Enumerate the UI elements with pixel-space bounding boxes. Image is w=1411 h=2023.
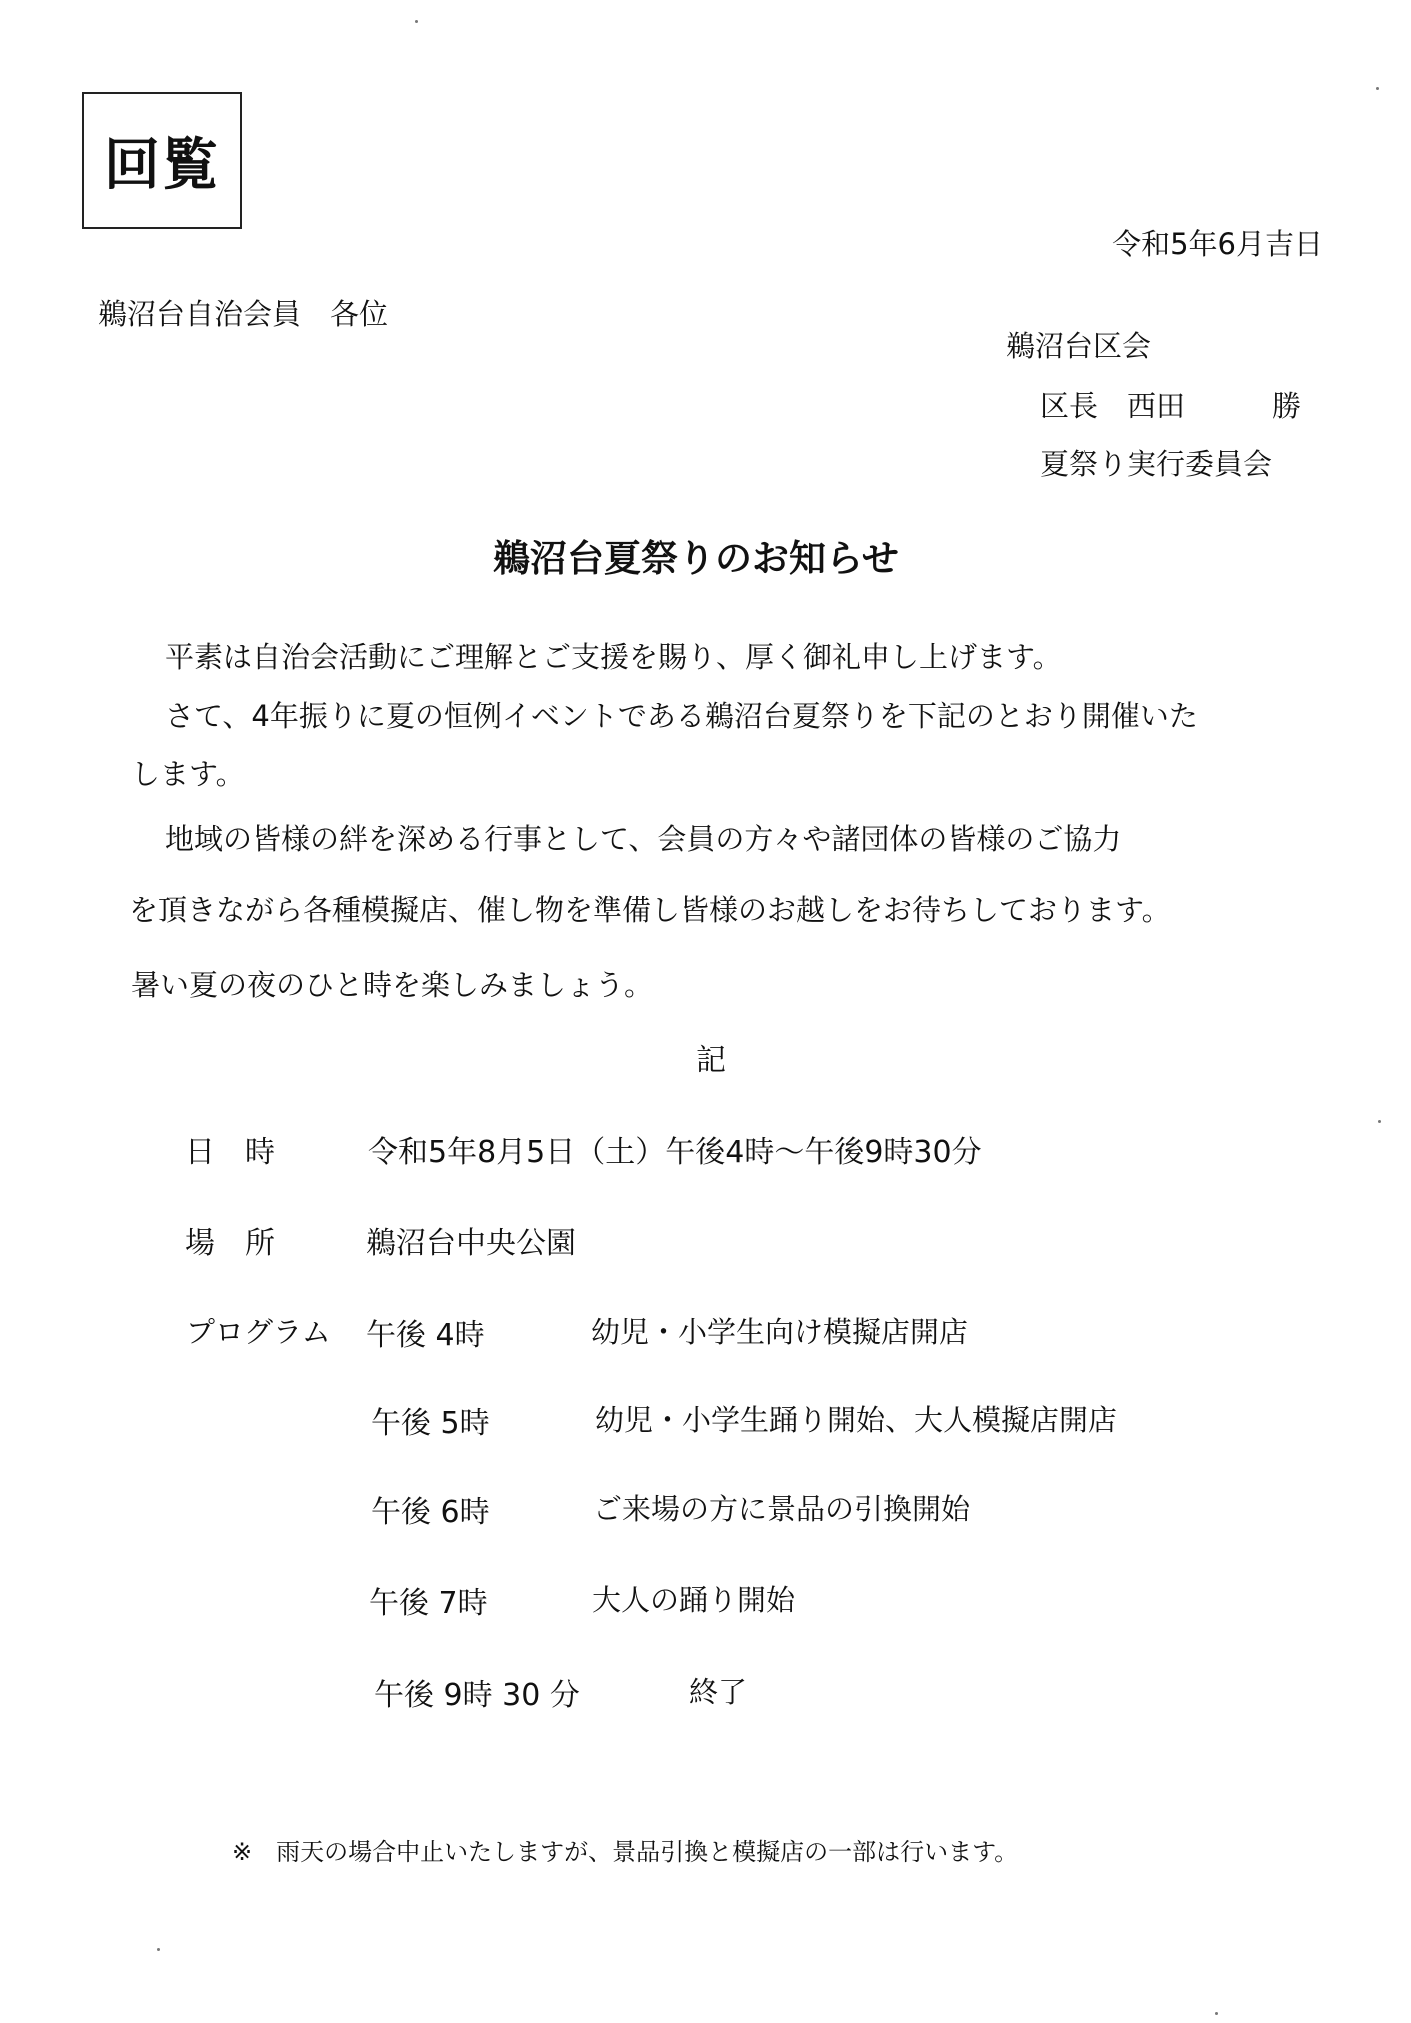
kairan-stamp [82,92,242,229]
rain-note: ※ 雨天の場合中止いたしますが、景品引換と模擬店の一部は行います。 [232,1838,1019,1866]
body-line-2: さて、4年振りに夏の恒例イベントである鵜沼台夏祭りを下記のとおり開催いた [165,699,1198,733]
program-time: 午後 5時 [371,1406,490,1441]
scan-speck [415,20,418,23]
sender-committee: 夏祭り実行委員会 [1040,447,1273,481]
program-label: プログラム [186,1315,331,1349]
scan-speck [157,1948,160,1951]
notice-title: 鵜沼台夏祭りのお知らせ [493,537,899,580]
sender-org: 鵜沼台区会 [1006,329,1152,363]
recipient: 鵜沼台自治会員 各位 [98,297,389,331]
program-time: 午後 6時 [371,1495,490,1530]
place-value: 鵜沼台中央公園 [366,1226,576,1261]
program-event: ご来場の方に景品の引換開始 [593,1492,971,1526]
body-line-1: 平素は自治会活動にご理解とご支援を賜り、厚く御礼申し上げます。 [165,640,1062,674]
body-line-6: 暑い夏の夜のひと時を楽しみましょう。 [131,968,654,1002]
datetime-value: 令和5年8月5日（土）午後4時～午後9時30分 [368,1135,982,1170]
scan-speck [1376,87,1379,90]
ki-heading: 記 [696,1043,726,1078]
scan-speck [1378,1120,1381,1123]
program-event: 幼児・小学生踊り開始、大人模擬店開店 [595,1403,1118,1437]
place-label: 場 所 [185,1226,275,1261]
datetime-label: 日 時 [185,1135,275,1170]
program-time: 午後 4時 [366,1318,485,1353]
program-event: 幼児・小学生向け模擬店開店 [591,1315,969,1349]
scan-speck [1215,2012,1218,2015]
stamp-text: 回覧 [104,132,220,198]
program-time: 午後 7時 [369,1586,488,1621]
body-line-4: 地域の皆様の絆を深める行事として、会員の方々や諸団体の皆様のご協力 [165,822,1122,856]
issue-date: 令和5年6月吉日 [1112,227,1323,261]
program-time: 午後 9時 30 分 [374,1678,580,1713]
program-event: 終了 [689,1675,748,1709]
body-line-5: を頂きながら各種模擬店、催し物を準備し皆様のお越しをお待ちしております。 [129,893,1171,927]
body-line-3: します。 [131,757,245,791]
program-event: 大人の踊り開始 [592,1583,796,1617]
sender-chief: 区長 西田 勝 [1040,389,1302,423]
